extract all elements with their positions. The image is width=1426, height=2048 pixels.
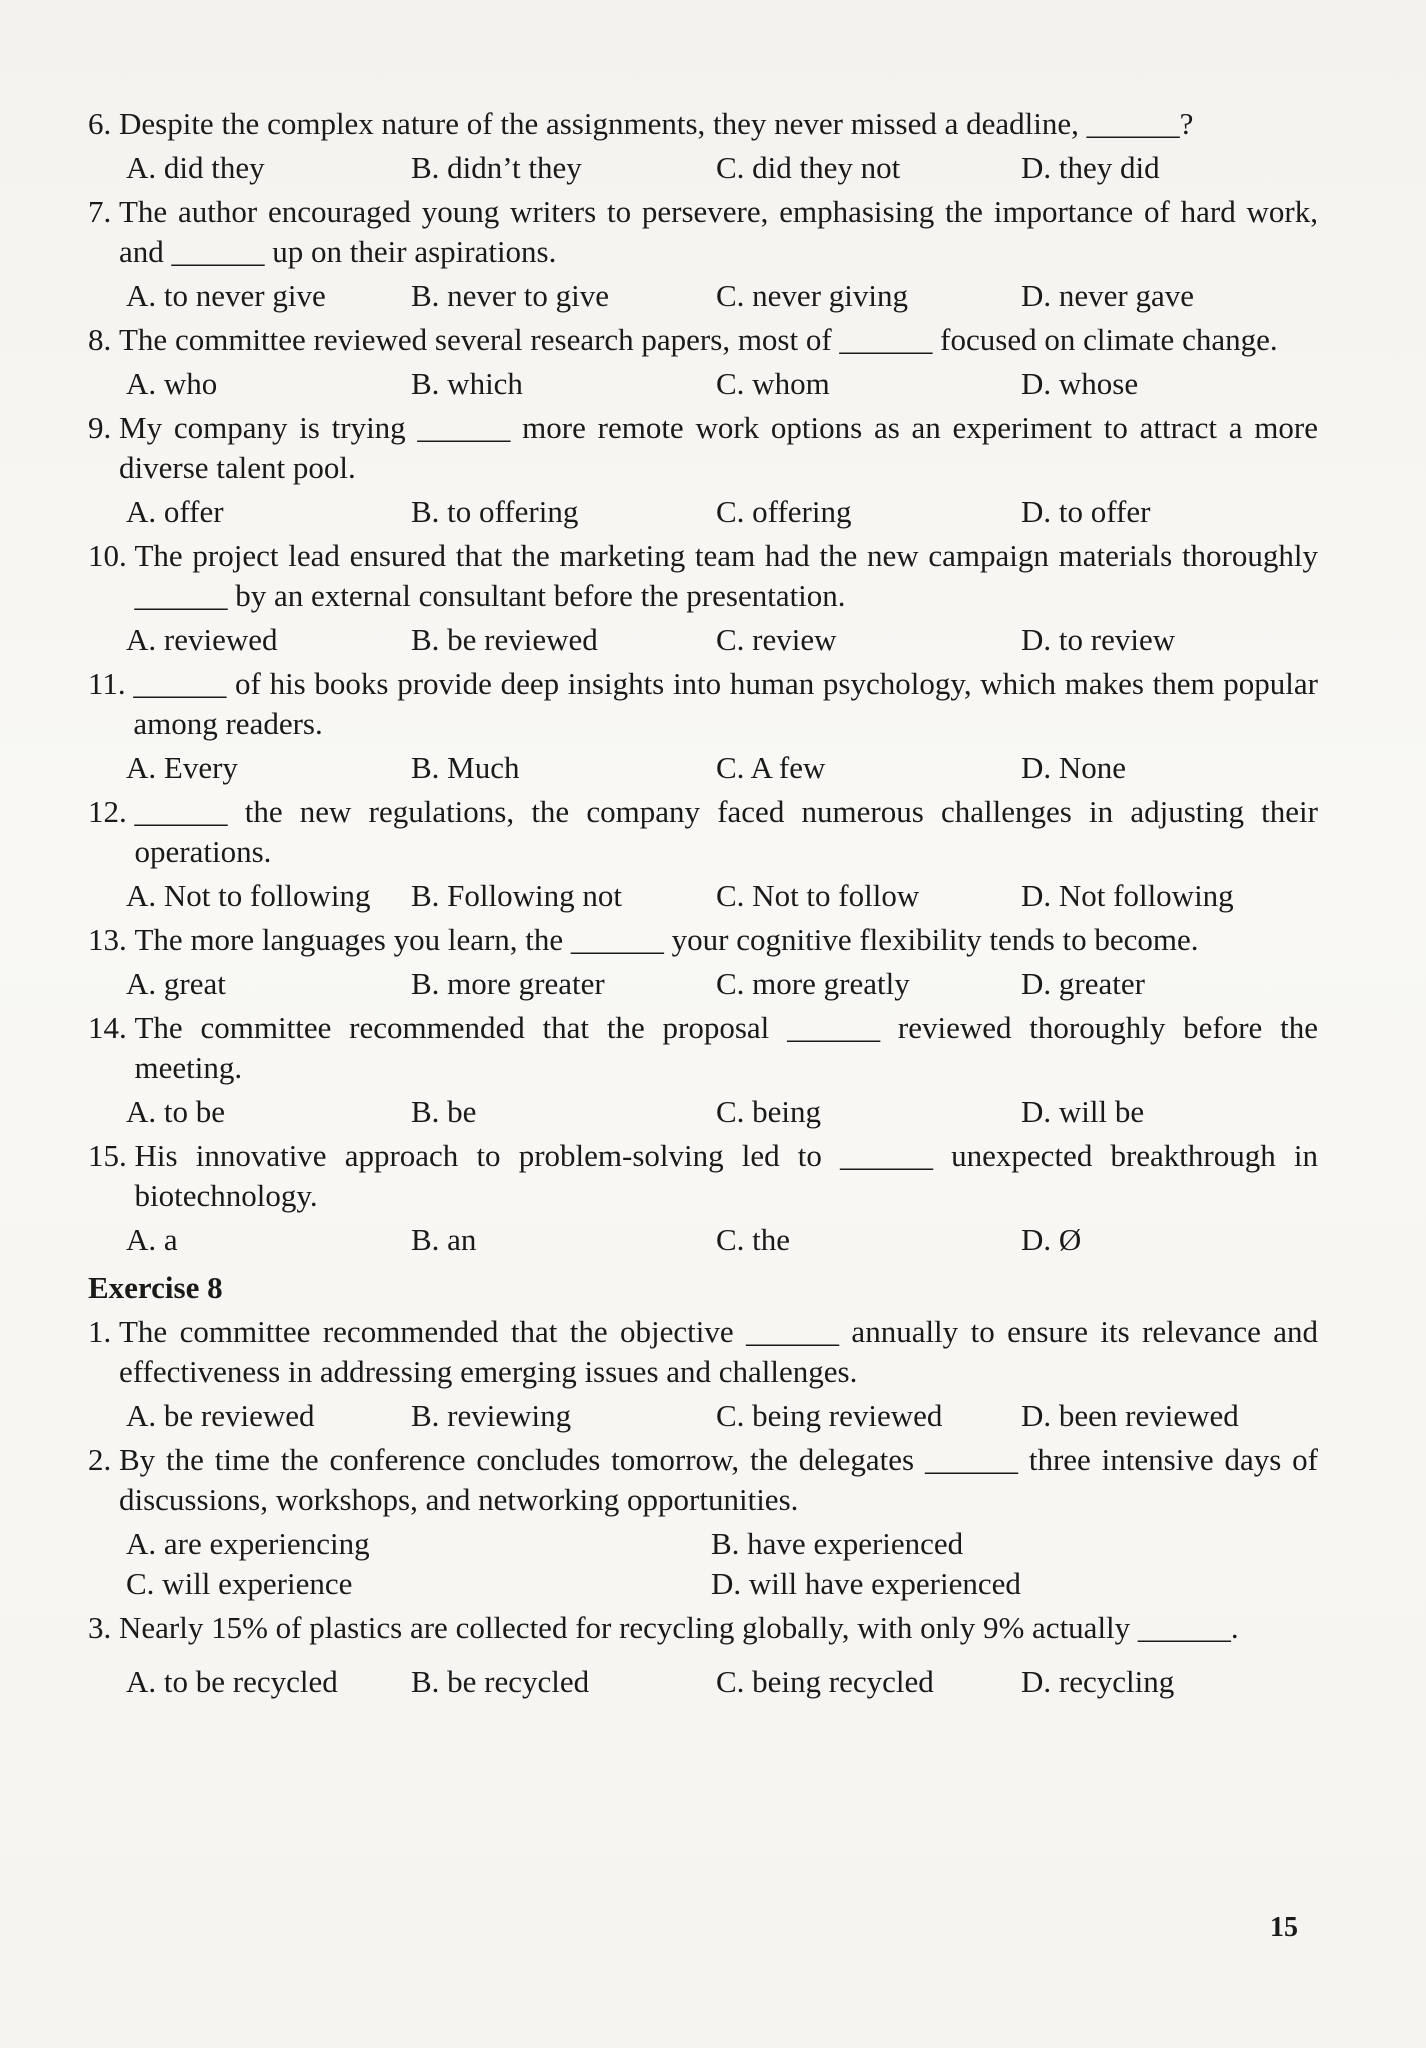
option-c[interactable]: C. will experience bbox=[126, 1566, 353, 1601]
option-a[interactable]: A. offer bbox=[126, 494, 224, 529]
question-number: 7. bbox=[88, 194, 112, 229]
option-d[interactable]: D. been reviewed bbox=[1021, 1398, 1239, 1433]
question-item bbox=[88, 1008, 1318, 1132]
question-number: 12. bbox=[88, 794, 127, 829]
option-c[interactable]: C. did they not bbox=[716, 150, 901, 185]
option-b[interactable]: B. more greater bbox=[411, 966, 605, 1001]
question-number: 14. bbox=[88, 1010, 127, 1045]
question-item bbox=[88, 1136, 1318, 1260]
question-item bbox=[88, 792, 1318, 916]
question-number: 15. bbox=[88, 1138, 127, 1173]
question-text: By the time the conference concludes tomorrow, the delegates ______ three intensive days of discussions, workshops, and networking opportunities. bbox=[119, 1442, 1318, 1517]
question-number: 1. bbox=[88, 1314, 112, 1349]
option-c[interactable]: C. offering bbox=[716, 494, 852, 529]
question-item bbox=[88, 536, 1318, 660]
option-d[interactable]: D. will have experienced bbox=[711, 1566, 1021, 1601]
exercise-title: Exercise 8 bbox=[88, 1270, 223, 1305]
option-a[interactable]: A. great bbox=[126, 966, 226, 1001]
option-c[interactable]: C. being bbox=[716, 1094, 822, 1129]
question-text: Despite the complex nature of the assignments, they never missed a deadline, ______? bbox=[119, 106, 1194, 141]
question-item bbox=[88, 104, 1318, 188]
question-text: The more languages you learn, the ______ your cognitive flexibility tends to become. bbox=[134, 922, 1199, 957]
question-number: 6. bbox=[88, 106, 112, 141]
option-a[interactable]: A. are experiencing bbox=[126, 1526, 370, 1561]
option-c[interactable]: C. being reviewed bbox=[716, 1398, 943, 1433]
option-d[interactable]: D. to review bbox=[1021, 622, 1176, 657]
question-number: 9. bbox=[88, 410, 112, 445]
option-b[interactable]: B. an bbox=[411, 1222, 477, 1257]
question-item bbox=[88, 1312, 1318, 1436]
question-text: The author encouraged young writers to persevere, emphasising the importance of hard work, and ______ up on their aspirations. bbox=[119, 194, 1318, 269]
option-c[interactable]: C. A few bbox=[716, 750, 826, 785]
question-list bbox=[88, 104, 1318, 1260]
option-d[interactable]: D. Ø bbox=[1021, 1222, 1082, 1257]
question-text: The committee recommended that the proposal ______ reviewed thoroughly before the meeting. bbox=[134, 1010, 1318, 1085]
option-c[interactable]: C. Not to follow bbox=[716, 878, 920, 913]
option-a[interactable]: A. to be bbox=[126, 1094, 226, 1129]
question-text: The committee recommended that the objective ______ annually to ensure its relevance and effectiveness in addressing emerging issues and challenges. bbox=[119, 1314, 1318, 1389]
question-text: Nearly 15% of plastics are collected for recycling globally, with only 9% actually ______. bbox=[119, 1610, 1239, 1645]
option-d[interactable]: D. to offer bbox=[1021, 494, 1151, 529]
option-b[interactable]: B. which bbox=[411, 366, 523, 401]
option-c[interactable]: C. review bbox=[716, 622, 837, 657]
option-a[interactable]: A. reviewed bbox=[126, 622, 278, 657]
option-a[interactable]: A. a bbox=[126, 1222, 178, 1257]
option-d[interactable]: D. whose bbox=[1021, 366, 1139, 401]
question-item bbox=[88, 664, 1318, 788]
question-item bbox=[88, 920, 1318, 1004]
question-text: His innovative approach to problem-solving led to ______ unexpected breakthrough in biotechnology. bbox=[134, 1138, 1318, 1213]
option-d[interactable]: D. greater bbox=[1021, 966, 1145, 1001]
option-c[interactable]: C. whom bbox=[716, 366, 830, 401]
question-number: 8. bbox=[88, 322, 112, 357]
question-text: My company is trying ______ more remote work options as an experiment to attract a more diverse talent pool. bbox=[119, 410, 1318, 485]
option-d[interactable]: D. will be bbox=[1021, 1094, 1145, 1129]
option-d[interactable]: D. never gave bbox=[1021, 278, 1194, 313]
question-text: The project lead ensured that the marketing team had the new campaign materials thoroughly ______ by an external consultant before the presentation. bbox=[134, 538, 1318, 613]
option-d[interactable]: D. they did bbox=[1021, 150, 1160, 185]
question-number: 3. bbox=[88, 1610, 112, 1645]
option-b[interactable]: B. didn’t they bbox=[411, 150, 582, 185]
option-d[interactable]: D. recycling bbox=[1021, 1664, 1175, 1699]
option-a[interactable]: A. Every bbox=[126, 750, 238, 785]
question-text: The committee reviewed several research papers, most of ______ focused on climate change. bbox=[119, 322, 1278, 357]
option-b[interactable]: B. be reviewed bbox=[411, 622, 598, 657]
option-b[interactable]: B. reviewing bbox=[411, 1398, 572, 1433]
option-c[interactable]: C. being recycled bbox=[716, 1664, 934, 1699]
option-c[interactable]: C. the bbox=[716, 1222, 791, 1257]
option-a[interactable]: A. Not to following bbox=[126, 878, 371, 913]
page-number: 15 bbox=[1270, 1912, 1298, 1943]
question-text: ______ of his books provide deep insights into human psychology, which makes them popular among readers. bbox=[133, 666, 1318, 741]
option-a[interactable]: A. to be recycled bbox=[126, 1664, 338, 1699]
question-item bbox=[88, 320, 1318, 404]
option-b[interactable]: B. never to give bbox=[411, 278, 610, 313]
option-a[interactable]: A. to never give bbox=[126, 278, 326, 313]
question-number: 13. bbox=[88, 922, 127, 957]
option-a[interactable]: A. did they bbox=[126, 150, 265, 185]
option-c[interactable]: C. never giving bbox=[716, 278, 908, 313]
question-item bbox=[88, 192, 1318, 316]
option-d[interactable]: D. None bbox=[1021, 750, 1127, 785]
option-c[interactable]: C. more greatly bbox=[716, 966, 910, 1001]
question-text: ______ the new regulations, the company faced numerous challenges in adjusting their operations. bbox=[134, 794, 1318, 869]
option-b[interactable]: B. be bbox=[411, 1094, 477, 1129]
option-b[interactable]: B. Following not bbox=[411, 878, 623, 913]
page-content bbox=[88, 104, 1318, 1706]
question-item bbox=[88, 408, 1318, 532]
option-d[interactable]: D. Not following bbox=[1021, 878, 1234, 913]
option-b[interactable]: B. be recycled bbox=[411, 1664, 590, 1699]
option-a[interactable]: A. who bbox=[126, 366, 218, 401]
option-a[interactable]: A. be reviewed bbox=[126, 1398, 315, 1433]
question-number: 10. bbox=[88, 538, 127, 573]
question-item bbox=[88, 1440, 1318, 1604]
question-item bbox=[88, 1608, 1318, 1702]
question-number: 11. bbox=[88, 666, 126, 701]
option-b[interactable]: B. have experienced bbox=[711, 1526, 964, 1561]
question-number: 2. bbox=[88, 1442, 112, 1477]
option-b[interactable]: B. to offering bbox=[411, 494, 579, 529]
option-b[interactable]: B. Much bbox=[411, 750, 520, 785]
